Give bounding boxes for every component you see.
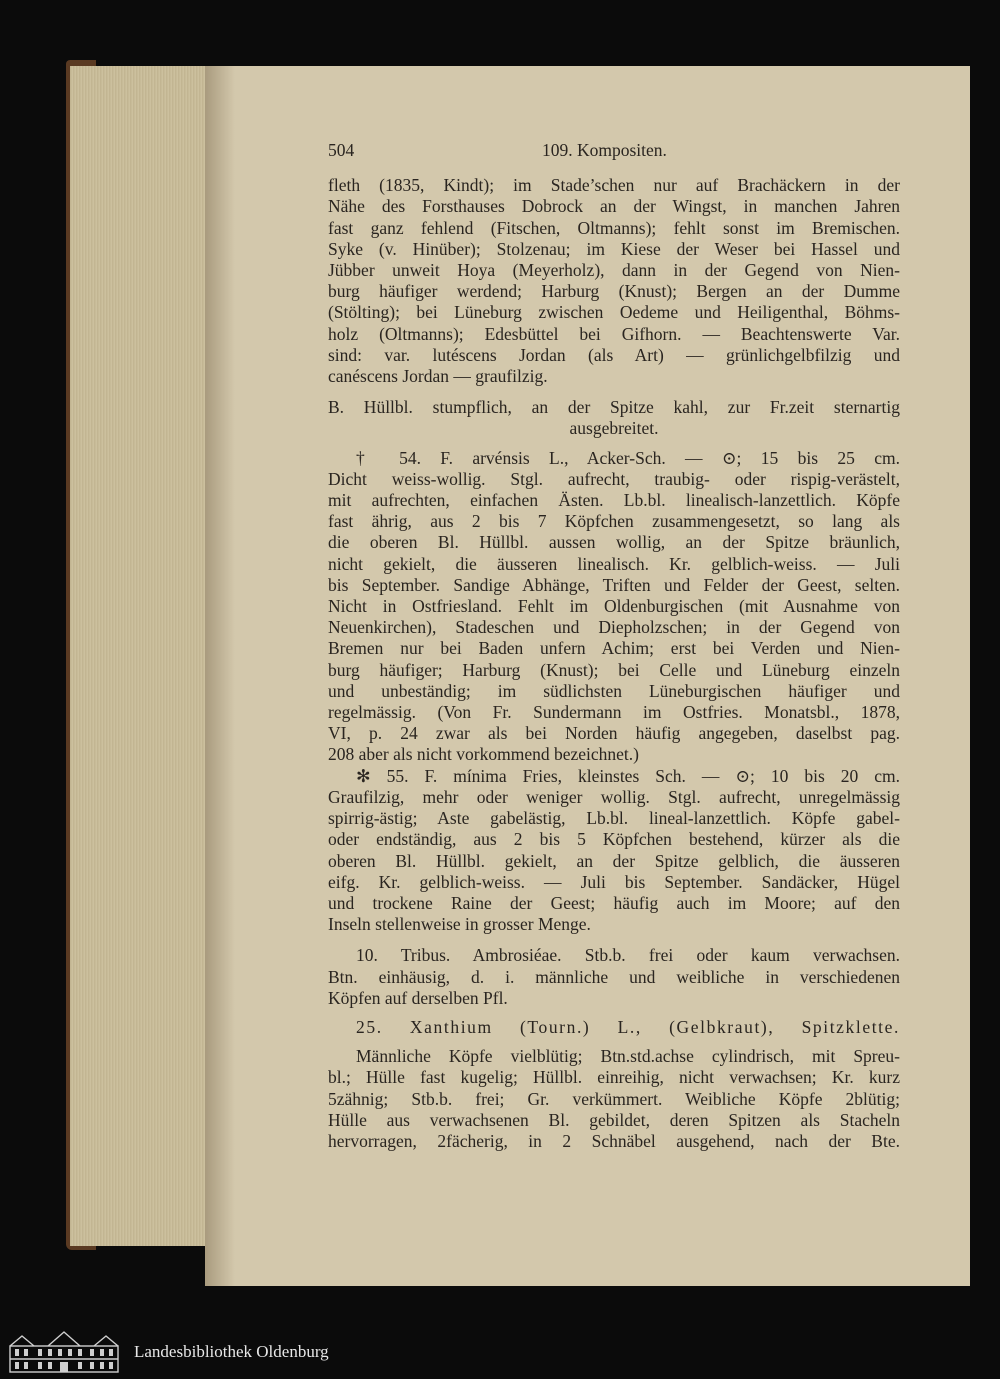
text-line: bl.; Hülle fast kugelig; Hüllbl. einreihig, nicht verwachsen; Kr. kurz — [328, 1067, 900, 1088]
text-line: Nähe des Forsthauses Dobrock an der Wingst, in manchen Jahren — [328, 196, 900, 217]
text-line: Nicht in Ostfriesland. Fehlt im Oldenburgischen (mit Ausnahme von — [328, 596, 900, 617]
text-line: burg häufiger; Harburg (Knust); bei Celle und Lüneburg einzeln — [328, 659, 900, 680]
paragraph-genus-description — [328, 1046, 900, 1152]
text-line: sind: var. lutéscens Jordan (als Art) — grünlichgelbfilzig und — [328, 344, 900, 365]
text-line: die oberen Bl. Hüllbl. aussen wollig, an der Spitze bräunlich, — [328, 532, 900, 553]
text-line: Hülle aus verwachsenen Bl. gebildet, deren Spitzen als Stacheln — [328, 1109, 900, 1130]
text-line: (Stölting); bei Lüneburg zwischen Oedeme und Heiligenthal, Böhms- — [328, 302, 900, 323]
text-column — [328, 140, 900, 1152]
text-line: Dicht weiss-wollig. Stgl. aufrecht, traubig- oder rispig-verästelt, — [328, 468, 900, 489]
text-line: 208 aber als nicht vorkommend bezeichnet.) — [328, 744, 640, 765]
library-building-icon — [8, 1330, 120, 1374]
text-line: Neuenkirchen), Stadeschen und Diepholzschen; in der Gegend von — [328, 617, 900, 638]
text-line: Männliche Köpfe vielblütig; Btn.std.achse cylindrisch, mit Spreu- — [356, 1046, 900, 1067]
paragraph-tribus — [328, 945, 900, 1009]
text-line: Syke (v. Hinüber); Stolzenau; im Kiese der Weser bei Hassel und — [328, 238, 900, 259]
text-line: B. Hüllbl. stumpflich, an der Spitze kahl, zur Fr.zeit sternartig — [328, 397, 900, 418]
text-line: Jübber unweit Hoya (Meyerholz), dann in der Gegend von Nien- — [328, 260, 900, 281]
text-line: canéscens Jordan — graufilzig. — [328, 366, 548, 387]
text-line: bis September. Sandige Abhänge, Triften und Felder der Geest, selten. — [328, 574, 900, 595]
page-number: 504 — [328, 140, 355, 160]
text-line: regelmässig. (Von Fr. Sundermann im Ostfries. Monatsbl., 1878, — [328, 702, 900, 723]
paragraph-species-54 — [328, 448, 900, 766]
species-heading-line: † 54. F. arvénsis L., Acker-Sch. — ⊙; 15 bis 25 cm. — [356, 447, 900, 468]
paragraph-continuation — [328, 175, 900, 387]
text-line: 5zähnig; Stb.b. frei; Gr. verkümmert. Weibliche Köpfe 2blütig; — [328, 1088, 900, 1109]
text-line: fleth (1835, Kindt); im Stade’schen nur auf Brachäckern in der — [328, 175, 900, 196]
text-line: VI, p. 24 zwar als bei Norden häufig angegeben, daselbst pag. — [328, 723, 900, 744]
running-head — [328, 140, 900, 161]
text-line: fast ährig, aus 2 bis 7 Köpfchen zusammengesetzt, so lang als — [328, 511, 900, 532]
page-stack-edge — [70, 66, 210, 1246]
text-line: ausgebreitet. — [569, 418, 659, 439]
text-line: oberen Bl. Hüllbl. gekielt, an der Spitze gelblich, die äusseren — [328, 850, 900, 871]
tribus-heading-line: 10. Tribus. Ambrosiéae. Stb.b. frei oder kaum verwachsen. — [356, 945, 900, 966]
text-line: eifg. Kr. gelblich-weiss. — Juli bis September. Sandäcker, Hügel — [328, 871, 900, 892]
gutter-shadow — [205, 66, 235, 1286]
text-line: spirrig-ästig; Aste gabelästig, Lb.bl. lineal-lanzettlich. Köpfe gabel- — [328, 808, 900, 829]
text-line: hervorragen, 2fächerig, in 2 Schnäbel ausgehend, nach der Bte. — [328, 1130, 900, 1151]
paragraph-key-b — [328, 397, 900, 439]
text-line: und trockene Raine der Geest; häufig auch im Moore; auf den — [328, 892, 900, 913]
text-line: burg häufiger werdend; Harburg (Knust); Bergen an der Dumme — [328, 281, 900, 302]
running-title: 109. Kompositen. — [542, 140, 667, 160]
footer-bar — [0, 1320, 1000, 1379]
genus-heading-line: 25. Xanthium (Tourn.) L., (Gelbkraut), Spitzklette. — [356, 1016, 900, 1037]
paragraph-species-55 — [328, 766, 900, 936]
text-line: Graufilzig, mehr oder weniger wollig. Stgl. aufrecht, unregelmässig — [328, 786, 900, 807]
text-line: oder endständig, aus 2 bis 5 Köpfchen bestehend, kürzer als die — [328, 829, 900, 850]
text-line: Inseln stellenweise in grosser Menge. — [328, 914, 591, 935]
species-heading-line: ✻ 55. F. mínima Fries, kleinstes Sch. — ⊙; 10 bis 20 cm. — [356, 765, 900, 786]
text-line: und unbeständig; im südlichsten Lüneburgischen häufiger und — [328, 680, 900, 701]
text-line: Btn. einhäusig, d. i. männliche und weibliche in verschiedenen — [328, 966, 900, 987]
text-line: Köpfen auf derselben Pfl. — [328, 987, 508, 1008]
text-line: holz (Oltmanns); Edesbüttel bei Gifhorn. — Beachtenswerte Var. — [328, 323, 900, 344]
text-line: mit aufrechten, einfachen Ästen. Lb.bl. linealisch-lanzettlich. Köpfe — [328, 490, 900, 511]
paragraph-genus-25 — [328, 1017, 900, 1038]
text-line: nicht gekielt, die äusseren linealisch. Kr. gelblich-weiss. — Juli — [328, 553, 900, 574]
library-name: Landesbibliothek Oldenburg — [134, 1342, 329, 1361]
text-line: fast ganz fehlend (Fitschen, Oltmanns); fehlt sonst im Bremischen. — [328, 217, 900, 238]
text-line: Bremen nur bei Baden unfern Achim; erst bei Verden und Nien- — [328, 638, 900, 659]
